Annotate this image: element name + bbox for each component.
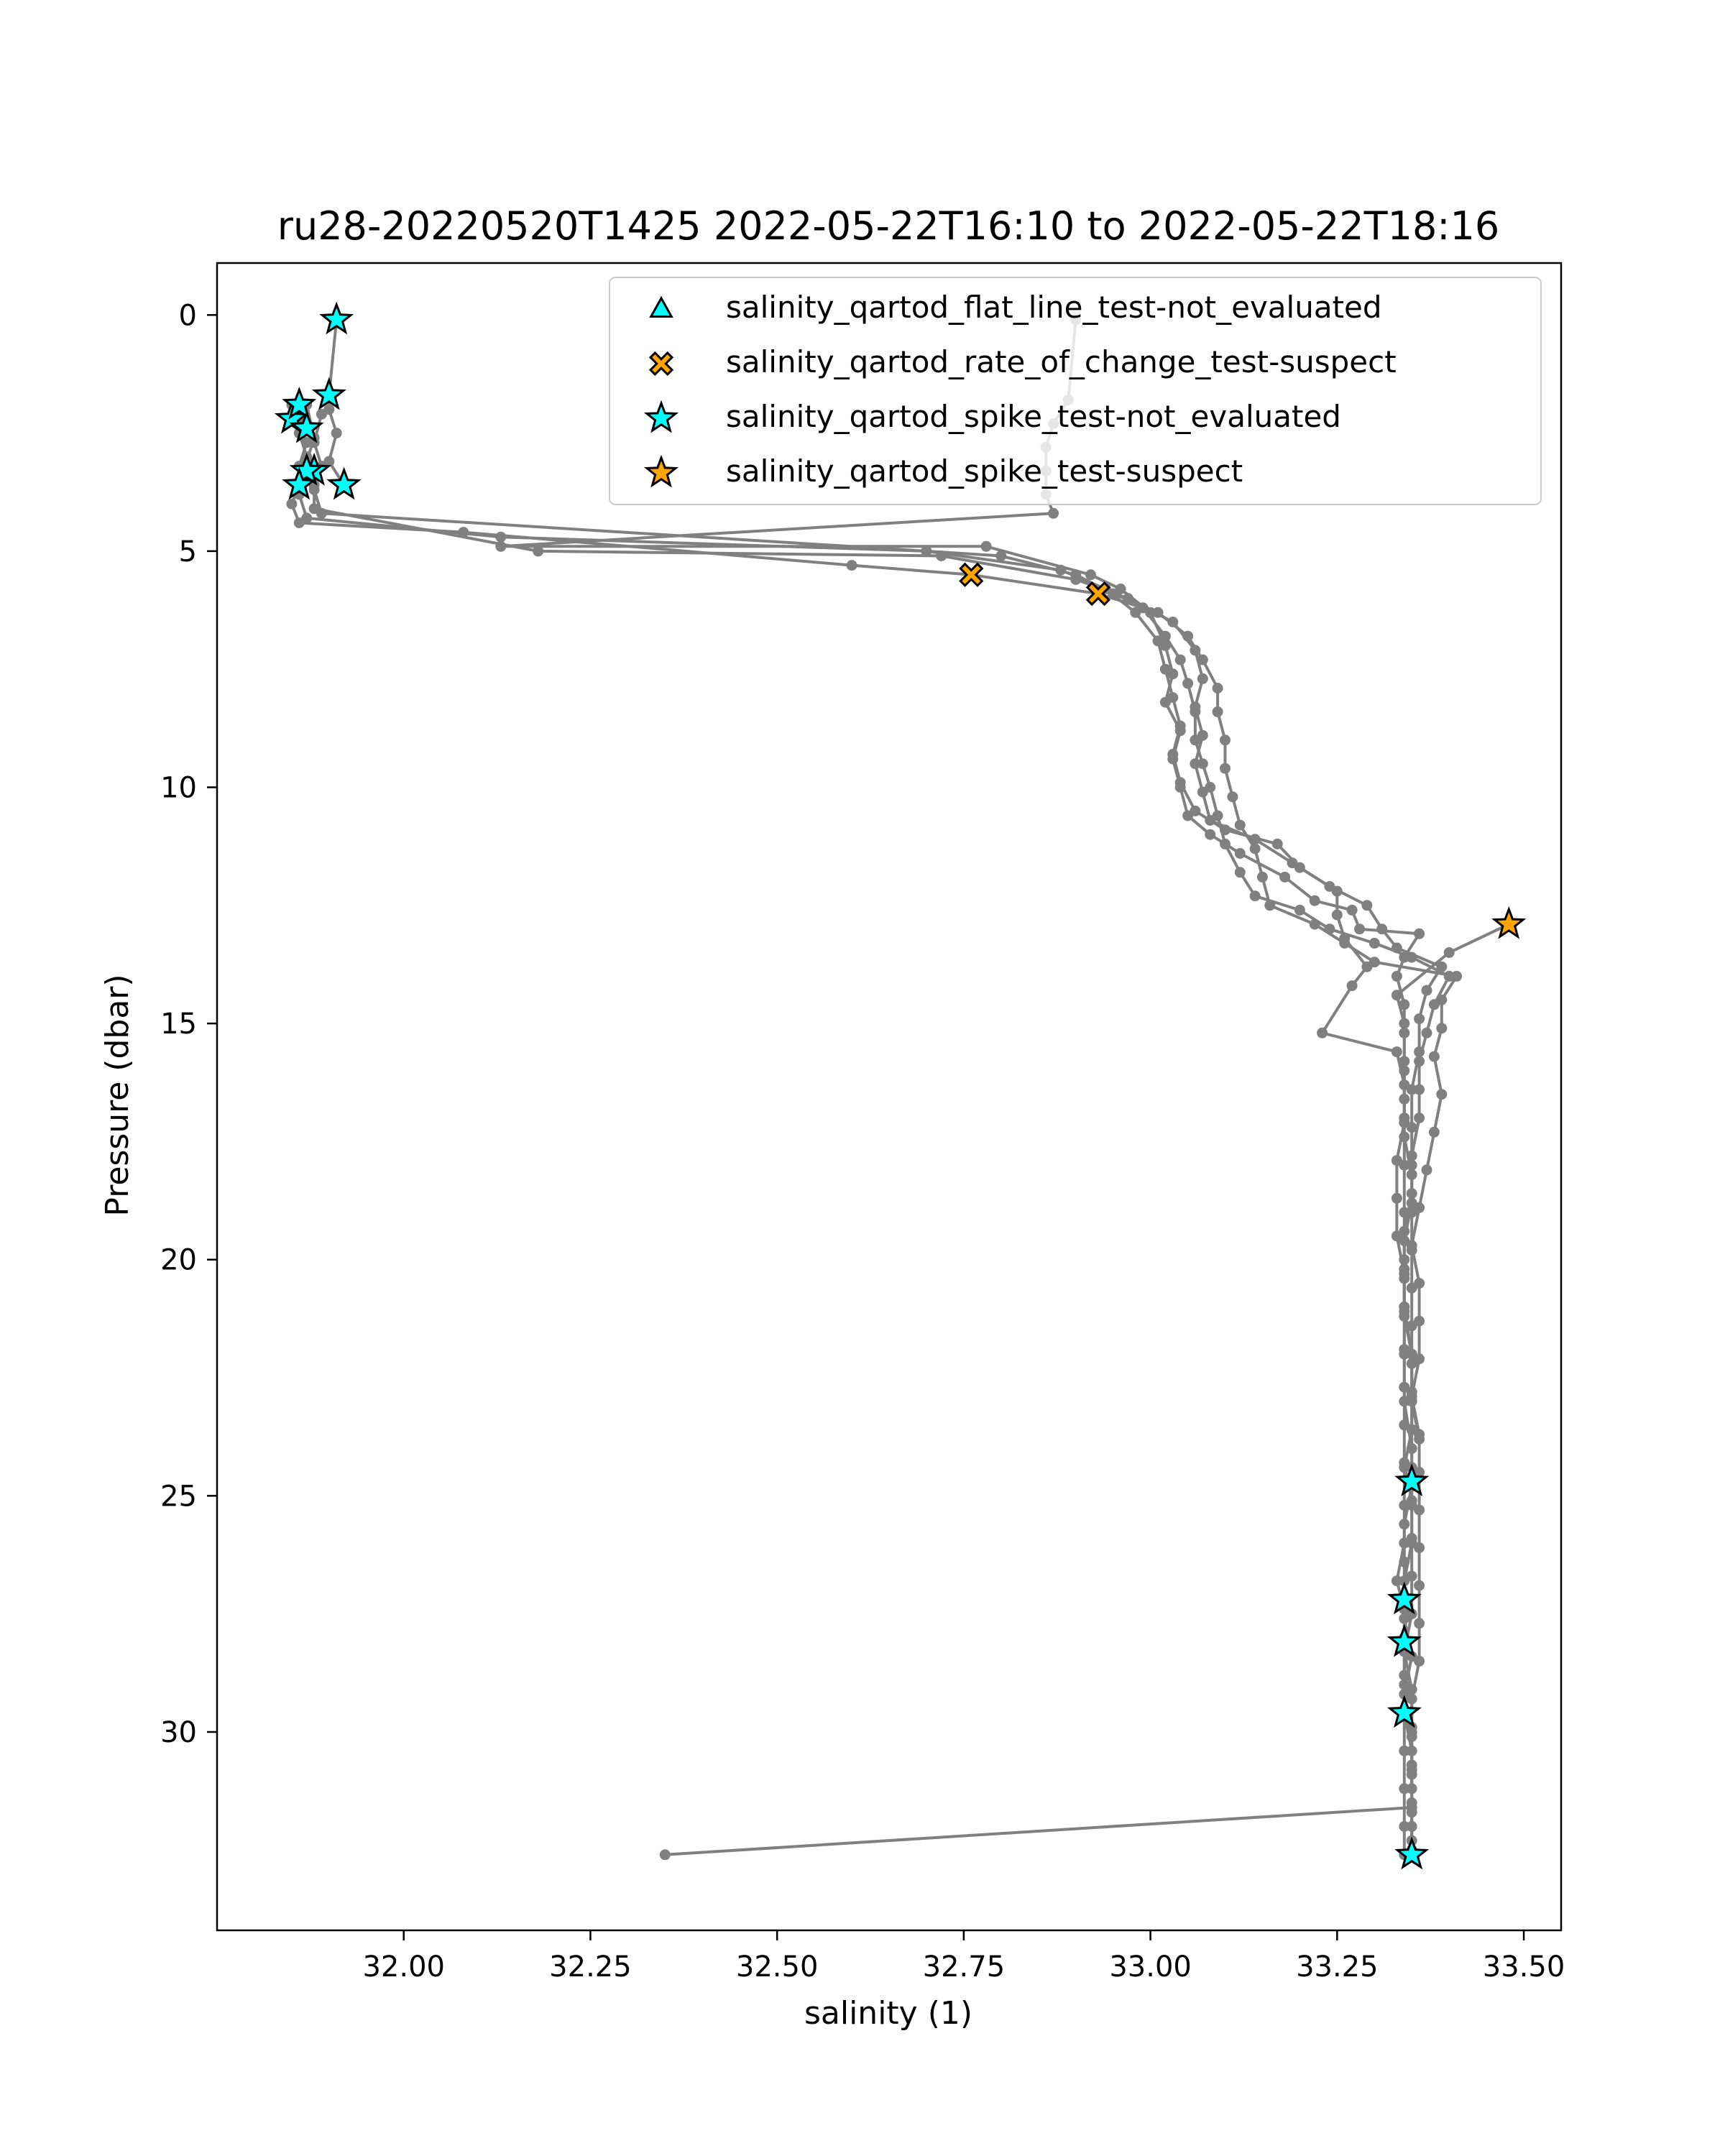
profile-point — [1167, 692, 1178, 703]
profile-point — [1213, 683, 1223, 694]
profile-point — [1436, 995, 1447, 1005]
x-tick-label: 32.50 — [735, 1950, 819, 1984]
profile-point — [1347, 905, 1358, 916]
profile-point — [1175, 777, 1186, 788]
y-tick-label: 0 — [178, 299, 197, 333]
profile-point — [1399, 1821, 1409, 1832]
profile-point — [1361, 900, 1372, 911]
profile-point — [1407, 1283, 1417, 1294]
profile-point — [1354, 923, 1365, 934]
y-tick-label: 15 — [160, 1008, 197, 1041]
profile-point — [1399, 1307, 1409, 1317]
profile-point — [1436, 1089, 1447, 1100]
profile-point — [331, 428, 342, 438]
profile-point — [1392, 943, 1402, 954]
profile-point — [286, 499, 297, 510]
profile-point — [1294, 862, 1305, 873]
profile-point — [1414, 1656, 1425, 1667]
profile-point — [309, 484, 320, 495]
profile-point — [1235, 848, 1246, 859]
profile-point — [1399, 1344, 1409, 1355]
profile-point — [1250, 844, 1261, 854]
profile-point — [1220, 839, 1230, 849]
profile-point — [1407, 1684, 1417, 1695]
profile-point — [323, 404, 334, 415]
legend-label-flat-line-not-evaluated: salinity_qartod_flat_line_test-not_evaluated — [726, 290, 1382, 325]
profile-point — [1213, 706, 1223, 717]
profile-point — [1407, 1245, 1417, 1256]
x-tick-label: 33.50 — [1482, 1950, 1565, 1984]
profile-point — [1272, 839, 1283, 849]
profile-point — [1429, 1127, 1440, 1138]
profile-point — [1160, 664, 1171, 675]
profile-point — [1429, 1051, 1440, 1062]
profile-point — [1392, 1575, 1402, 1586]
profile-point — [1376, 923, 1387, 934]
legend-label-rate-of-change-suspect: salinity_qartod_rate_of_change_test-suspect — [726, 344, 1397, 379]
profile-point — [1407, 1495, 1417, 1506]
profile-point — [1392, 990, 1402, 1000]
y-tick-label: 5 — [178, 535, 197, 568]
profile-point — [1190, 701, 1200, 712]
profile-point — [1317, 1028, 1328, 1038]
legend — [610, 277, 1541, 505]
profile-point — [1399, 1419, 1409, 1430]
x-tick-label: 32.25 — [549, 1950, 632, 1984]
profile-point — [1407, 1396, 1417, 1406]
profile-point — [995, 550, 1006, 561]
profile-point — [1339, 933, 1350, 944]
x-tick-label: 32.00 — [362, 1950, 445, 1984]
profile-point — [1414, 1542, 1425, 1553]
profile-point — [495, 532, 506, 543]
profile-point — [1235, 867, 1246, 877]
profile-point — [1392, 971, 1402, 982]
profile-point — [1399, 1056, 1409, 1067]
profile-point — [1347, 980, 1358, 991]
y-tick-label: 10 — [160, 771, 197, 805]
profile-point — [1332, 886, 1343, 897]
profile-point — [1197, 673, 1208, 684]
profile-point — [1422, 1164, 1432, 1175]
profile-point — [1264, 900, 1275, 911]
profile-point — [1130, 607, 1141, 618]
profile-point — [1399, 1382, 1409, 1393]
profile-point — [1205, 829, 1215, 840]
profile-point — [1399, 1746, 1409, 1756]
profile-point — [1175, 721, 1186, 732]
profile-point — [301, 512, 312, 523]
x-tick-label: 33.00 — [1109, 1950, 1192, 1984]
profile-point — [1414, 1505, 1425, 1516]
profile-point — [316, 508, 327, 519]
profile-point — [1414, 1046, 1425, 1057]
y-tick-label: 25 — [160, 1480, 197, 1514]
profile-point — [1407, 1797, 1417, 1808]
profile-point — [1182, 678, 1193, 688]
profile-point — [1414, 929, 1425, 939]
profile-point — [1220, 734, 1230, 745]
profile-point — [1250, 890, 1261, 901]
profile-point — [1392, 1046, 1402, 1057]
profile-point — [1407, 1358, 1417, 1369]
profile-point — [1153, 607, 1164, 618]
profile-point — [1407, 1320, 1417, 1331]
profile-point — [1085, 569, 1096, 580]
profile-point — [1167, 749, 1178, 760]
profile-point — [1414, 1013, 1425, 1024]
legend-label-spike-suspect: salinity_qartod_spike_test-suspect — [726, 453, 1243, 489]
chart-title: ru28-20220520T1425 2022-05-22T16:10 to 2022-05-22T18:16 — [277, 203, 1500, 249]
profile-point — [1436, 1023, 1447, 1033]
profile-point — [1153, 635, 1164, 646]
profile-point — [1422, 1028, 1432, 1038]
profile-point — [1220, 763, 1230, 774]
profile-point — [1399, 1131, 1409, 1142]
profile-point — [1197, 655, 1208, 665]
profile-point — [1310, 895, 1320, 906]
profile-point — [1361, 962, 1372, 972]
profile-point — [1407, 1207, 1417, 1218]
profile-point — [1414, 1618, 1425, 1628]
profile-point — [1279, 872, 1290, 883]
profile-point — [1310, 919, 1320, 930]
profile-point — [1407, 1533, 1417, 1544]
profile-point — [1399, 1783, 1409, 1794]
profile-point — [1392, 1230, 1402, 1241]
profile-point — [1235, 820, 1246, 831]
profile-point — [1407, 1169, 1417, 1180]
profile-point — [1414, 1112, 1425, 1123]
profile-point — [1197, 787, 1208, 798]
profile-point — [1220, 824, 1230, 835]
profile-point — [1399, 1457, 1409, 1468]
profile-point — [1190, 806, 1200, 816]
profile-point — [1399, 1094, 1409, 1105]
x-tick-label: 32.75 — [922, 1950, 1006, 1984]
y-axis-label: Pressure (dbar) — [99, 974, 136, 1217]
legend-label-spike-not-evaluated: salinity_qartod_spike_test-not_evaluated — [726, 399, 1341, 434]
profile-point — [1190, 758, 1200, 769]
profile-point — [1048, 508, 1059, 519]
profile-point — [1392, 1155, 1402, 1166]
profile-point — [1444, 947, 1455, 958]
profile-point — [847, 560, 857, 571]
profile-point — [1451, 971, 1462, 982]
profile-point — [660, 1849, 671, 1860]
profile-point — [1414, 1434, 1425, 1445]
x-axis-label: salinity (1) — [804, 1995, 973, 2032]
profile-point — [1414, 1580, 1425, 1591]
x-tick-label: 33.25 — [1296, 1950, 1379, 1984]
profile-point — [1407, 1571, 1417, 1582]
profile-point — [1407, 1760, 1417, 1771]
profile-point — [1332, 910, 1343, 921]
profile-point — [1175, 655, 1186, 665]
profile-point — [1399, 1018, 1409, 1029]
profile-point — [921, 545, 932, 556]
profile-point — [1182, 631, 1193, 642]
profile-point — [1257, 872, 1268, 883]
profile-point — [1294, 905, 1305, 916]
profile-point — [1055, 565, 1066, 576]
profile-point — [533, 545, 543, 556]
plot-area — [217, 263, 1561, 1930]
profile-point — [1197, 730, 1208, 741]
profile-point — [1369, 938, 1380, 949]
profile-point — [1399, 1268, 1409, 1279]
profile-point — [981, 541, 992, 552]
y-tick-label: 20 — [160, 1243, 197, 1277]
profile-point — [1227, 791, 1238, 802]
profile-point — [1422, 985, 1432, 996]
profile-point — [1392, 1193, 1402, 1204]
y-tick-label: 30 — [160, 1715, 197, 1749]
